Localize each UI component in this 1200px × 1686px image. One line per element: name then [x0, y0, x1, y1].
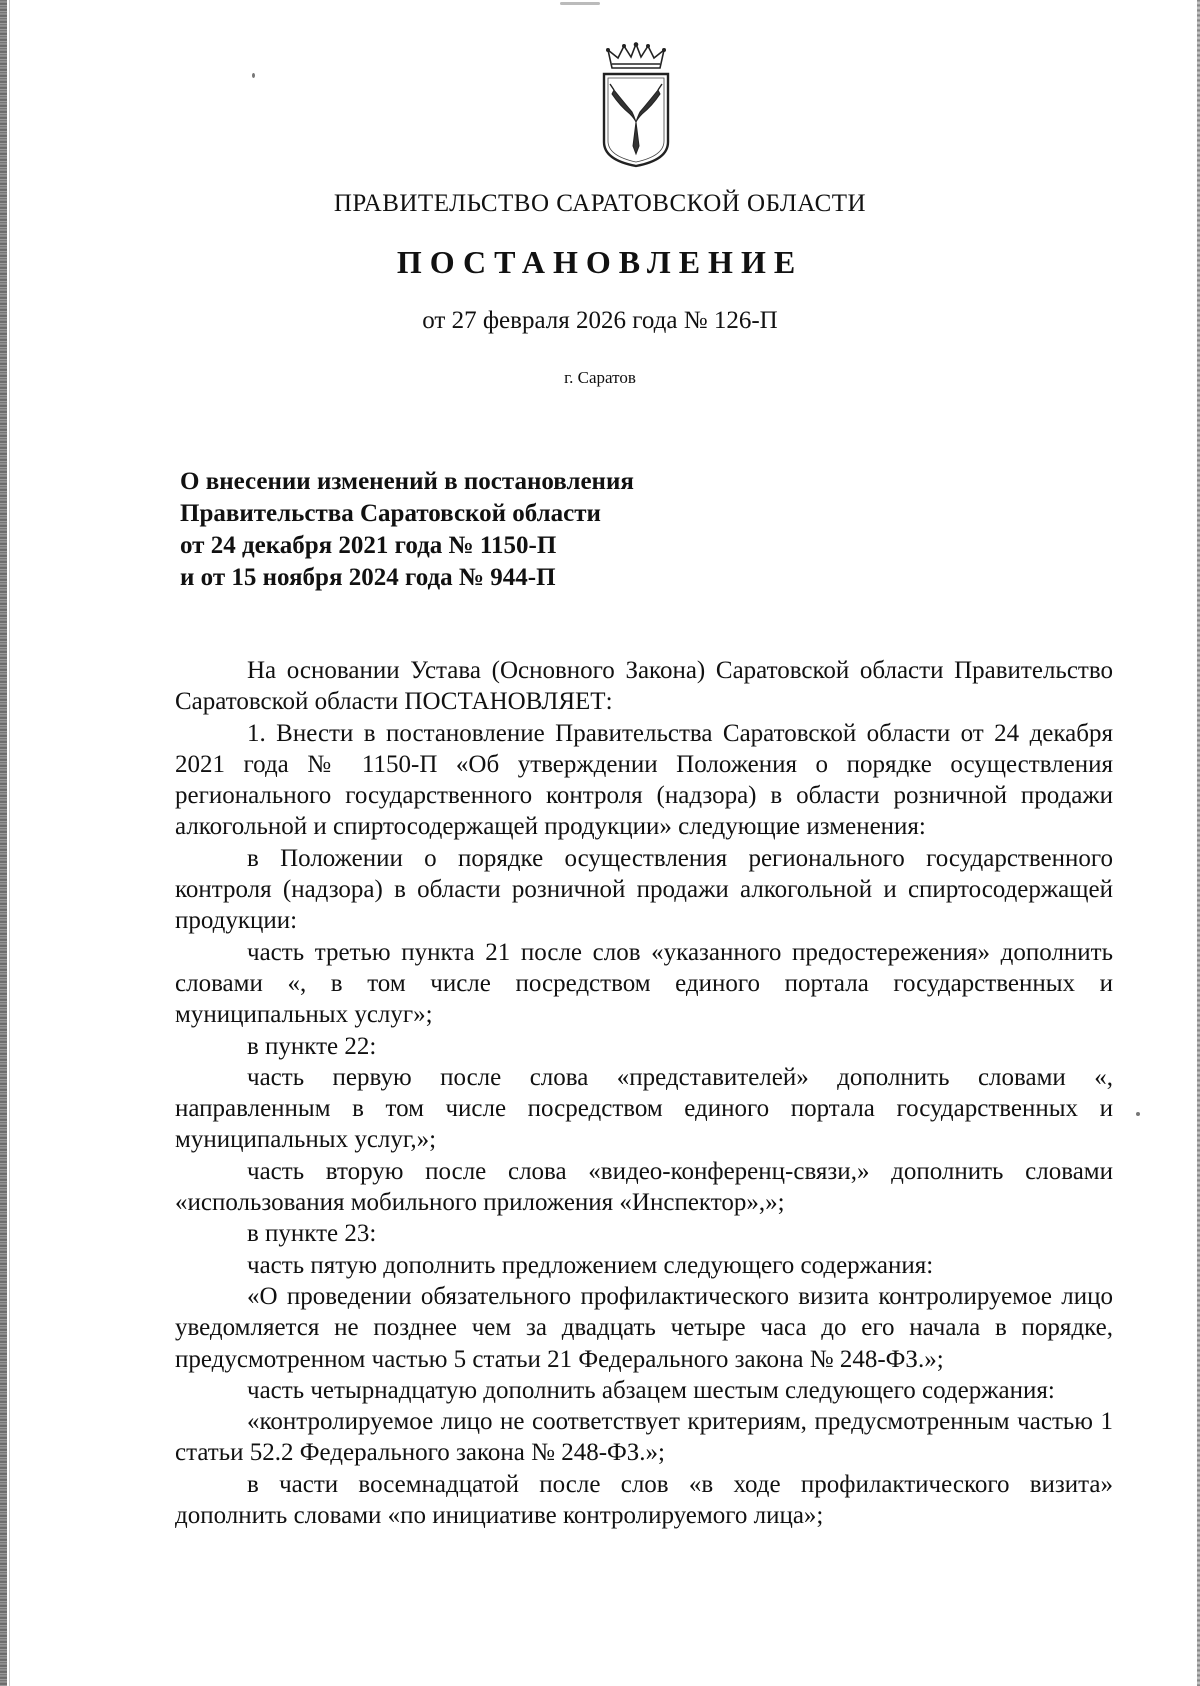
body-paragraph: часть первую после слова «представителей» дополнить словами «, направленным в том числе посредством единого портала государственных и муниципальных услуг,»;	[175, 1063, 1113, 1154]
body-paragraph: в части восемнадцатой после слов «в ходе профилактического визита» дополнить словами «по инициативе контролируемого лица»;	[175, 1470, 1113, 1530]
document-date-number: от 27 февраля 2026 года № 126-П	[422, 307, 778, 334]
body-paragraph: часть четырнадцатую дополнить абзацем шестым следующего содержания:	[247, 1376, 1055, 1404]
body-paragraph: в пункте 22:	[247, 1032, 377, 1060]
body-paragraph: часть вторую после слова «видео-конференц-связи,» дополнить словами «использования мобильного приложения «Инспектор»,»;	[175, 1157, 1113, 1217]
body-paragraph: часть пятую дополнить предложением следующего содержания:	[247, 1251, 934, 1279]
body-paragraph: часть третью пункта 21 после слов «указанного предостережения» дополнить словами «, в том числе посредством единого портала государственных и муниципальных услуг»;	[175, 938, 1113, 1029]
government-name: ПРАВИТЕЛЬСТВО САРАТОВСКОЙ ОБЛАСТИ	[333, 190, 867, 217]
document-title	[180, 466, 780, 594]
body-paragraph: «О проведении обязательного профилактического визита контролируемое лицо уведомляется не позднее чем за двадцать четыре часа до его начала в порядке, предусмотренном частью 5 статьи 21 Федерального закона № 248-ФЗ.»;	[175, 1282, 1113, 1373]
title-line: от 24 декабря 2021 года № 1150-П	[180, 532, 557, 559]
body-paragraph: «контролируемое лицо не соответствует критериям, предусмотренным частью 1 статьи 52.2 Федерального закона № 248-ФЗ.»;	[175, 1408, 1113, 1467]
scan-speck	[252, 73, 255, 78]
body-paragraph: в Положении о порядке осуществления регионального государственного контроля (надзора) в области розничной продажи алкогольной и спиртосодержащей продукции:	[175, 844, 1113, 935]
body-paragraph: На основании Устава (Основного Закона) Саратовской области Правительство Саратовской области ПОСТАНОВЛЯЕТ:	[175, 657, 1113, 716]
scan-speck	[1136, 1112, 1140, 1116]
title-line: О внесении изменений в постановления	[180, 468, 634, 495]
title-line: и от 15 ноября 2024 года № 944-П	[180, 564, 556, 591]
document-city: г. Саратов	[564, 368, 636, 387]
body-paragraph: 1. Внести в постановление Правительства Саратовской области от 24 декабря 2021 года № 1150-П «Об утверждении Положения о порядке осуществления регионального государственного контроля (надзора) в области розничной продажи алкогольной и спиртосодержащей продукции» следующие изменения:	[175, 719, 1113, 841]
scan-speck	[560, 2, 600, 5]
document-type-heading: ПОСТАНОВЛЕНИЕ	[396, 244, 804, 280]
title-line: Правительства Саратовской области	[180, 500, 601, 527]
body-paragraph: в пункте 23:	[247, 1220, 377, 1248]
coat-of-arms-icon	[598, 42, 674, 168]
document-body	[175, 655, 1113, 1531]
